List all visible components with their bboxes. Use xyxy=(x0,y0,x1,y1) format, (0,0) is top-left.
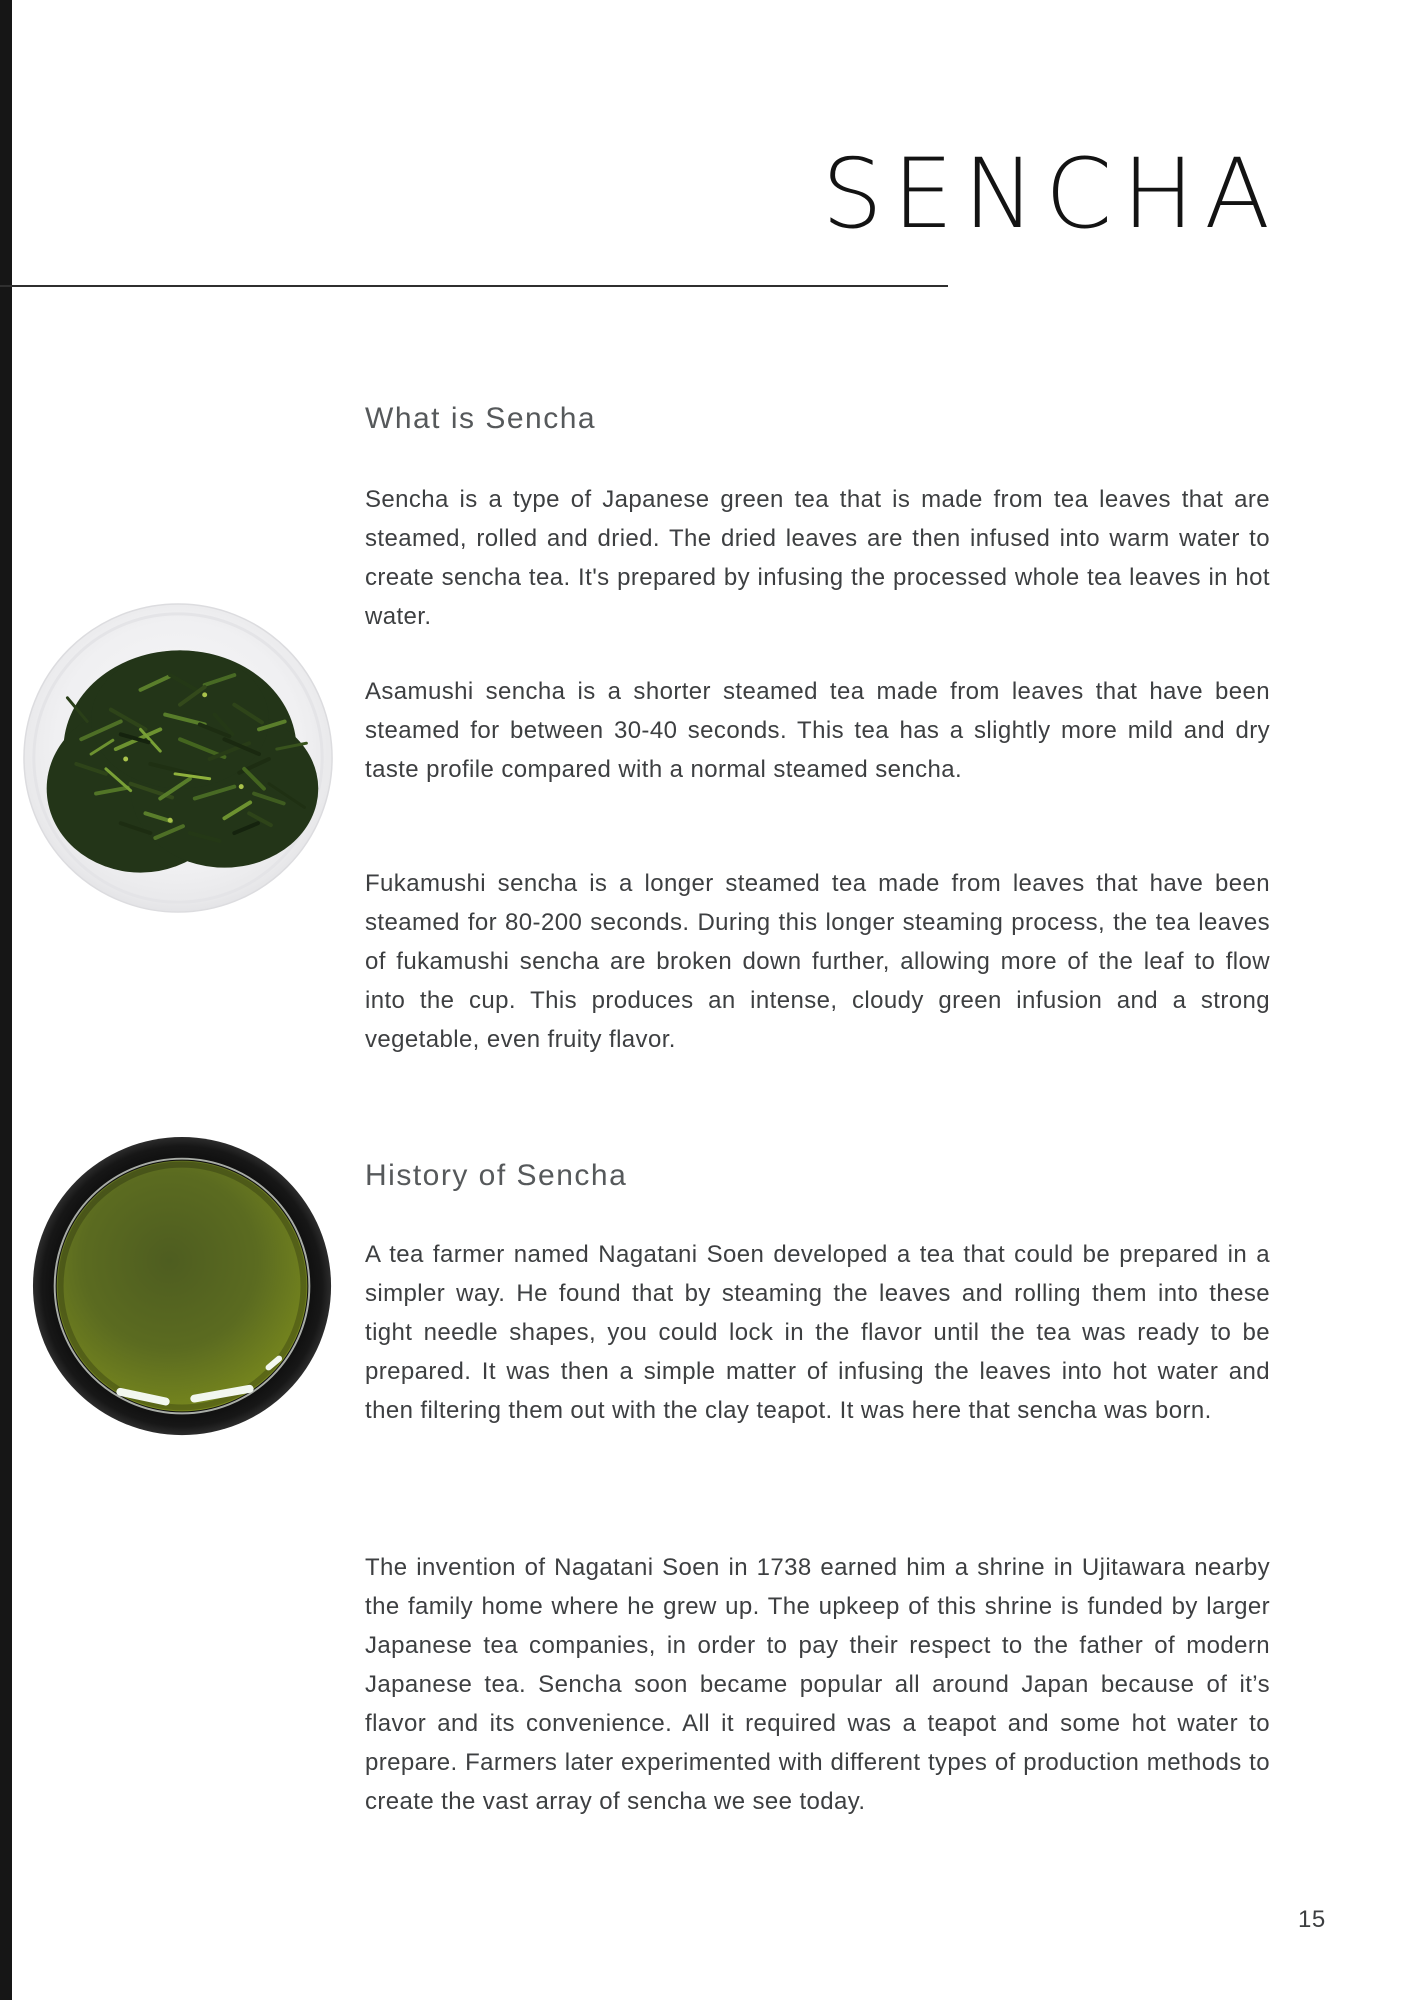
section-heading-what-is-sencha: What is Sencha xyxy=(365,402,597,435)
paragraph-what-is-sencha-1: Sencha is a type of Japanese green tea that is made from tea leaves that are steamed, rolled and dried. The dried leaves are then infused into warm water to create sencha tea. It's prepared by infusing the processed whole tea leaves in hot water. xyxy=(365,486,1270,630)
paragraph-fukamushi: Fukamushi sencha is a longer steamed tea made from leaves that have been steamed for 80-200 seconds. During this longer steaming process, the tea leaves of fukamushi sencha are broken down further, allowing more of the leaf to flow into the cup. This produces an intense, cloudy green infusion and a strong vegetable, even fruity flavor. xyxy=(365,870,1270,1053)
paragraph-asamushi: Asamushi sencha is a shorter steamed tea made from leaves that have been steamed for between 30-40 seconds. This tea has a slightly more mild and dry taste profile compared with a normal steamed sencha. xyxy=(365,678,1270,783)
section-heading-history-of-sencha: History of Sencha xyxy=(365,1159,628,1192)
sencha-leaves-photo xyxy=(22,600,338,918)
page-number: 15 xyxy=(1298,1906,1326,1933)
sencha-cup-illustration xyxy=(30,1135,336,1441)
title-underline xyxy=(0,285,948,287)
left-edge-bar xyxy=(0,0,12,2000)
page-title: SENCHA xyxy=(821,138,1280,250)
paragraph-history-2: The invention of Nagatani Soen in 1738 earned him a shrine in Ujitawara nearby the family home where he grew up. The upkeep of this shrine is funded by larger Japanese tea companies, in order to pay their respect to the father of modern Japanese tea. Sencha soon became popular all around Japan because of it’s flavor and its convenience. All it required was a teapot and some hot water to prepare. Farmers later experimented with different types of production methods to create the vast array of sencha we see today. xyxy=(365,1554,1270,1815)
sencha-leaves-illustration xyxy=(22,600,338,918)
sencha-cup-photo xyxy=(30,1135,336,1441)
paragraph-history-1: A tea farmer named Nagatani Soen developed a tea that could be prepared in a simpler way. He found that by steaming the leaves and rolling them into these tight needle shapes, you could lock in the flavor until the tea was ready to be prepared. It was then a simple matter of infusing the leaves into hot water and then filtering them out with the clay teapot. It was here that sencha was born. xyxy=(365,1241,1270,1424)
